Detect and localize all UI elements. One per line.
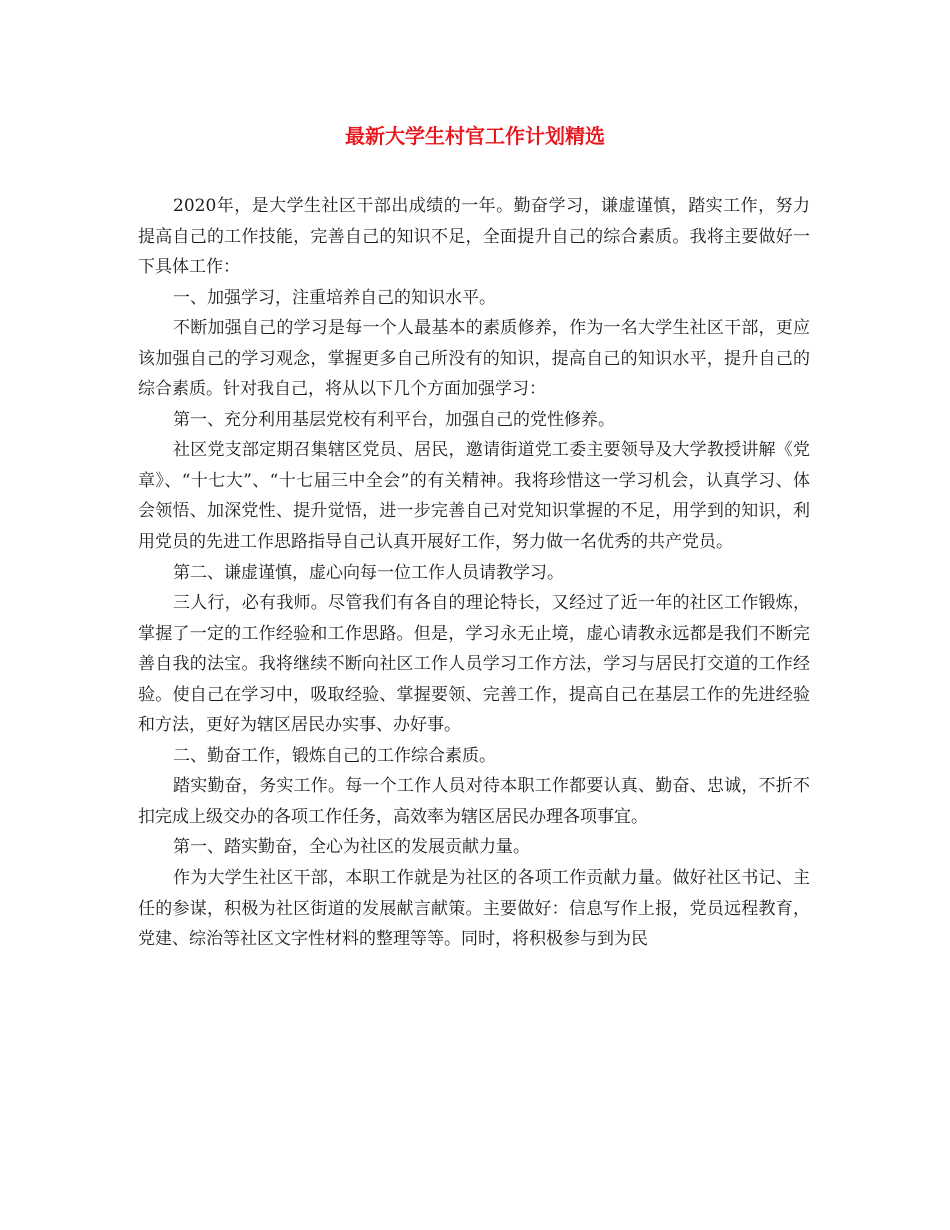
section-heading: 一、加强学习，注重培养自己的知识水平。 xyxy=(173,287,496,308)
paragraph: 作为大学生社区干部，本职工作就是为社区的各项工作贡献力量。做好社区书记、主任的参谋，积极为社区街道的发展献言献策。主要做好：信息写作上报，党员远程教育，党建、综治等社区文字性材料的整理等等。同时，将积极参与到为民 xyxy=(138,868,810,950)
subsection-heading: 第一、充分利用基层党校有利平台，加强自己的党性修养。 xyxy=(173,409,615,430)
document-body xyxy=(138,191,810,955)
paragraph: 社区党支部定期召集辖区党员、居民，邀请街道党工委主要领导及大学教授讲解《党章》、“十七大”、“十七届三中全会”的有关精神。我将珍惜这一学习机会，认真学习、体会领悟、加深党性、提升觉悟，进一步完善自己对党知识掌握的不足，用学到的知识，利用党员的先进工作思路指导自己认真开展好工作，努力做一名优秀的共产党员。 xyxy=(138,440,810,553)
subsection-heading: 第二、谦虚谨慎，虚心向每一位工作人员请教学习。 xyxy=(173,562,564,583)
section-heading: 二、勤奋工作，锻炼自己的工作综合素质。 xyxy=(173,745,496,766)
paragraph: 2020年，是大学生社区干部出成绩的一年。勤奋学习，谦虚谨慎，踏实工作，努力提高自己的工作技能，完善自己的知识不足，全面提升自己的综合素质。我将主要做好一下具体工作： xyxy=(138,196,810,278)
subsection-heading: 第一、踏实勤奋，全心为社区的发展贡献力量。 xyxy=(173,837,530,858)
document-title: 最新大学生村官工作计划精选 xyxy=(345,124,605,148)
paragraph: 三人行，必有我师。尽管我们有各自的理论特长，又经过了近一年的社区工作锻炼，掌握了一定的工作经验和工作思路。但是，学习永无止境，虚心请教永远都是我们不断完善自我的法宝。我将继续不断向社区工作人员学习工作方法，学习与居民打交道的工作经验。使自己在学习中，吸取经验、掌握要领、完善工作，提高自己在基层工作的先进经验和方法，更好为辖区居民办实事、办好事。 xyxy=(138,593,810,736)
paragraph: 不断加强自己的学习是每一个人最基本的素质修养，作为一名大学生社区干部，更应该加强自己的学习观念，掌握更多自己所没有的知识，提高自己的知识水平，提升自己的综合素质。针对我自己，将从以下几个方面加强学习： xyxy=(138,318,810,400)
paragraph: 踏实勤奋，务实工作。每一个工作人员对待本职工作都要认真、勤奋、忠诚，不折不扣完成上级交办的各项工作任务，高效率为辖区居民办理各项事宜。 xyxy=(138,776,810,827)
